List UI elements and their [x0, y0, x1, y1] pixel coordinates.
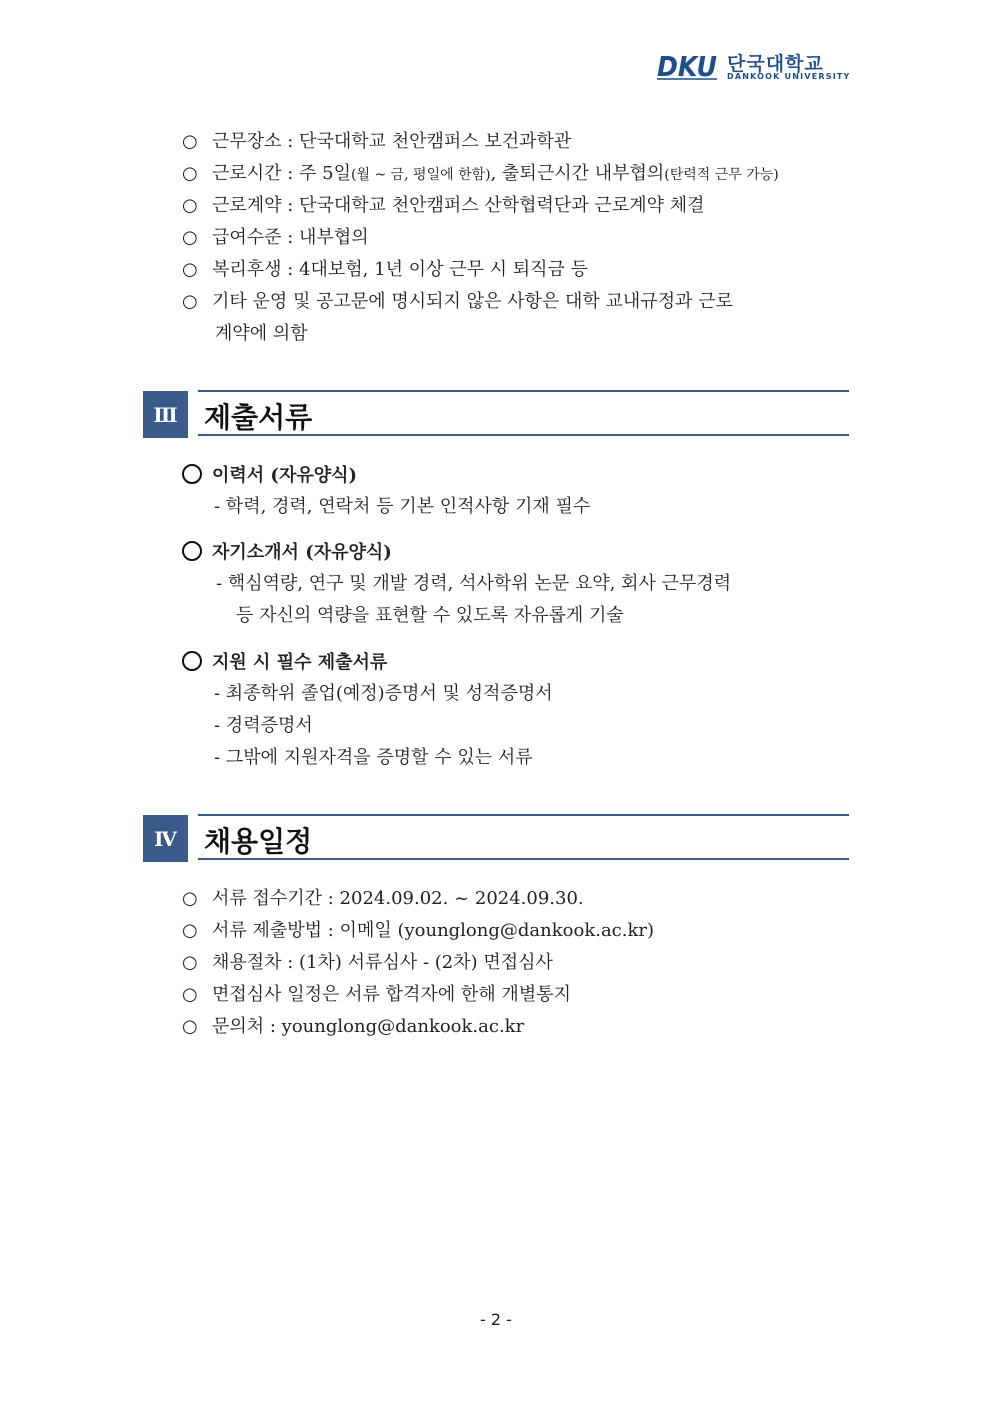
section-3-header: [198, 390, 849, 436]
schedule-contact: ○ 문의처 : younglong@dankook.ac.kr: [182, 1016, 525, 1037]
bullet-circle: ○: [182, 163, 198, 184]
schedule-procedure: ○ 채용절차 : (1차) 서류심사 - (2차) 면접심사: [182, 952, 553, 973]
doc-item-required-other: - 그밖에 지원자격을 증명할 수 있는 서류: [214, 747, 533, 768]
bullet-circle: ○: [182, 195, 198, 216]
university-logo: [655, 48, 851, 84]
section-4-header: [198, 814, 849, 860]
svg-text:DKU: DKU: [657, 50, 718, 82]
bullet-circle: ○: [182, 920, 198, 941]
doc-item-required-career: - 경력증명서: [214, 715, 313, 736]
schedule-interview: ○ 면접심사 일정은 서류 합격자에 한해 개별통지: [182, 984, 571, 1005]
doc-item-self-intro-detail-cont: 등 자신의 역량을 표현할 수 있도록 자유롭게 기술: [236, 605, 624, 626]
bullet-circle-icon: [182, 651, 202, 671]
doc-item-resume: 이력서 (자유양식): [182, 464, 357, 487]
doc-item-self-intro: 자기소개서 (자유양식): [182, 541, 392, 564]
page-number: - 2 -: [480, 1310, 512, 1329]
doc-item-required: 지원 시 필수 제출서류: [182, 651, 387, 674]
logo-english-name: DANKOOK UNIVERSITY: [727, 72, 851, 81]
condition-contract: ○ 근로계약 : 단국대학교 천안캠퍼스 산학협력단과 근로계약 체결: [182, 195, 705, 216]
bullet-circle: ○: [182, 227, 198, 248]
condition-other: ○ 기타 운영 및 공고문에 명시되지 않은 사항은 대학 교내규정과 근로: [182, 291, 733, 312]
condition-other-continuation: 계약에 의함: [215, 323, 308, 344]
logo-korean-name: 단국대학교: [727, 53, 824, 75]
schedule-period: ○ 서류 접수기간 : 2024.09.02. ~ 2024.09.30.: [182, 888, 584, 909]
bullet-circle-icon: [182, 541, 202, 561]
bullet-circle: ○: [182, 984, 198, 1005]
section-4-title: 채용일정: [204, 825, 313, 858]
condition-benefits: ○ 복리후생 : 4대보험, 1년 이상 근무 시 퇴직금 등: [182, 259, 589, 280]
bullet-circle: ○: [182, 259, 198, 280]
bullet-circle: ○: [182, 131, 198, 152]
section-3-title: 제출서류: [204, 401, 313, 434]
doc-item-self-intro-detail: - 핵심역량, 연구 및 개발 경력, 석사학위 논문 요약, 회사 근무경력: [216, 573, 732, 594]
section-3-number: Ⅲ: [143, 391, 188, 438]
dku-logo-mark-icon: [655, 48, 723, 82]
bullet-circle-icon: [182, 464, 202, 484]
schedule-method: ○ 서류 제출방법 : 이메일 (younglong@dankook.ac.kr): [182, 920, 655, 941]
bullet-circle: ○: [182, 888, 198, 909]
section-4-number: Ⅳ: [143, 815, 188, 862]
bullet-circle: ○: [182, 1016, 198, 1037]
bullet-circle: ○: [182, 291, 198, 312]
condition-workplace: ○ 근무장소 : 단국대학교 천안캠퍼스 보건과학관: [182, 131, 572, 152]
condition-salary: ○ 급여수준 : 내부협의: [182, 227, 369, 248]
condition-hours: ○ 근로시간 : 주 5일(월 ~ 금, 평일에 한함), 출퇴근시간 내부협의(탄력적 근무 가능): [182, 163, 779, 184]
bullet-circle: ○: [182, 952, 198, 973]
doc-item-resume-detail: - 학력, 경력, 연락처 등 기본 인적사항 기재 필수: [214, 496, 591, 517]
doc-item-required-degree: - 최종학위 졸업(예정)증명서 및 성적증명서: [214, 683, 553, 704]
